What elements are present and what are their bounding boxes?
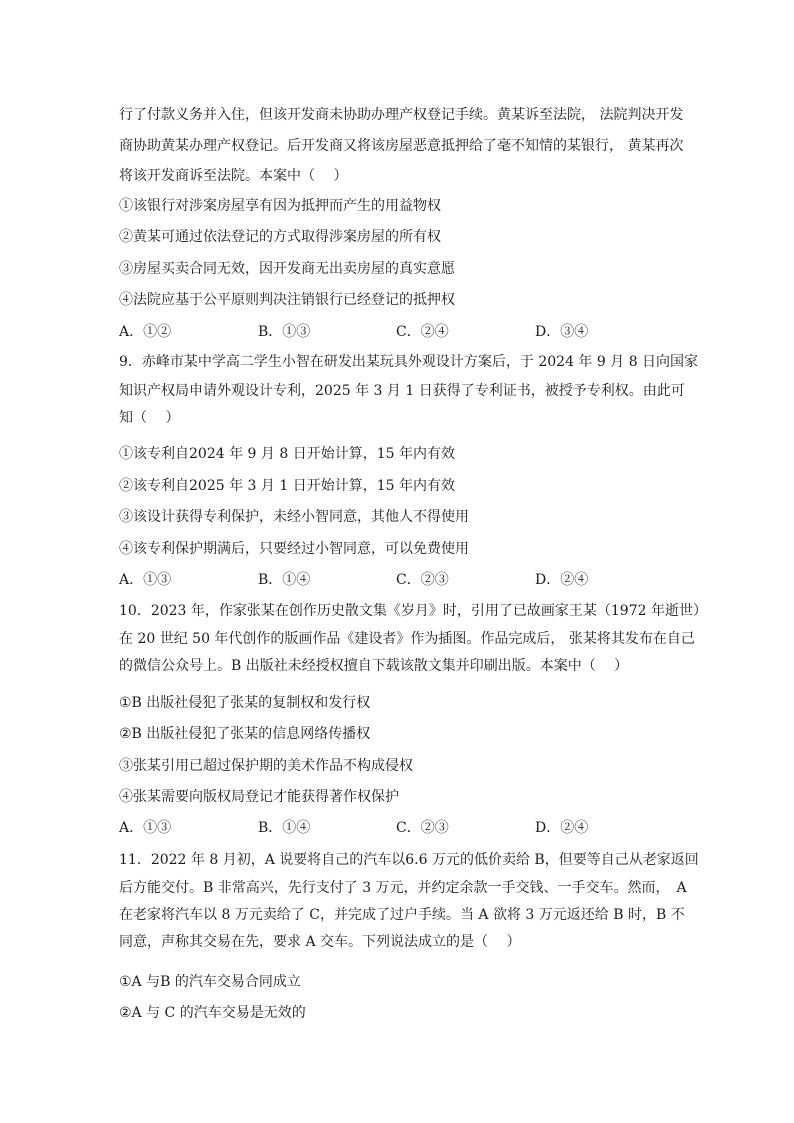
statement-2: ②B 出版社侵犯了张某的信息网络传播权 <box>119 726 371 742</box>
question-text-line: 在 20 世纪 50 年代创作的版画作品《建设者》作为插图。作品完成后， 张某将其发布在自己 <box>119 631 695 647</box>
statement-2: ②该专利自2025 年 3 月 1 日开始计算，15 年内有效 <box>119 478 455 494</box>
statement-1: ①该银行对涉案房屋享有因为抵押而产生的用益物权 <box>119 198 441 214</box>
question-text-line: 在老家将汽车以 8 万元卖给了 C，并完成了过户手续。当 A 欲将 3 万元返还给 B 时，B 不 <box>119 907 685 923</box>
statement-1: ①B 出版社侵犯了张某的复制权和发行权 <box>119 695 371 711</box>
statement-3: ③该设计获得专利保护，未经小智同意，其他人不得使用 <box>119 509 469 525</box>
question-text-line: 同意，声称其交易在先，要求 A 交车。下列说法成立的是（ ） <box>119 934 521 950</box>
statement-2: ②A 与 C 的汽车交易是无效的 <box>119 1005 306 1021</box>
option-a: A．①③ <box>119 572 172 588</box>
statement-4: ④该专利保护期满后，只要经过小智同意，可以免费使用 <box>119 541 469 557</box>
statement-3: ③张某引用已超过保护期的美术作品不构成侵权 <box>119 758 413 774</box>
question-text-line: 商协助黄某办理产权登记。后开发商又将该房屋恶意抵押给了毫不知情的某银行， 黄某再次 <box>119 138 684 154</box>
option-c: C．②④ <box>396 324 449 340</box>
option-a: A．①③ <box>119 820 172 836</box>
option-b: B．①④ <box>258 820 311 836</box>
option-d: D．②④ <box>535 820 589 836</box>
statement-1: ①A 与B 的汽车交易合同成立 <box>119 974 301 990</box>
question-text-line: 将该开发商诉至法院。本案中（ ） <box>119 168 348 184</box>
option-c: C．②③ <box>396 572 449 588</box>
question-text-line: 知识产权局申请外观设计专利，2025 年 3 月 1 日获得了专利证书，被授予专利权。由此可 <box>119 383 685 399</box>
question-text-line: 行了付款义务并入住，但该开发商未协助办理产权登记手续。黄某诉至法院， 法院判决开发 <box>119 107 684 123</box>
statement-4: ④法院应基于公平原则判决注销银行已经登记的抵押权 <box>119 292 455 308</box>
option-d: D．②④ <box>535 572 589 588</box>
statement-4: ④张某需要向版权局登记才能获得著作权保护 <box>119 789 399 805</box>
option-b: B．①④ <box>258 572 311 588</box>
question-text-line: 10．2023 年，作家张某在创作历史散文集《岁月》时，引用了已故画家王某（1972 年逝世） <box>119 603 707 619</box>
question-text-line: 知（ ） <box>119 410 180 426</box>
option-b: B．①③ <box>258 324 311 340</box>
option-a: A．①② <box>119 324 172 340</box>
option-d: D．③④ <box>535 324 589 340</box>
question-text-line: 后方能交付。B 非常高兴，先行支付了 3 万元，并约定余款一手交钱、一手交车。然而， A <box>119 880 687 896</box>
statement-1: ①该专利自2024 年 9 月 8 日开始计算，15 年内有效 <box>119 446 455 462</box>
statement-2: ②黄某可通过依法登记的方式取得涉案房屋的所有权 <box>119 229 441 245</box>
option-c: C．②③ <box>396 820 449 836</box>
question-text-line: 11．2022 年 8 月初，A 说要将自己的汽车以6.6 万元的低价卖给 B，但要等自己从老家返回 <box>119 852 699 868</box>
question-text-line: 9．赤峰市某中学高二学生小智在研发出某玩具外观设计方案后，于 2024 年 9 月 8 日向国家 <box>119 354 699 370</box>
question-text-line: 的微信公众号上。B 出版社未经授权擅自下载该散文集并印刷出版。本案中（ ） <box>119 658 629 674</box>
statement-3: ③房屋买卖合同无效，因开发商无出卖房屋的真实意愿 <box>119 261 455 277</box>
